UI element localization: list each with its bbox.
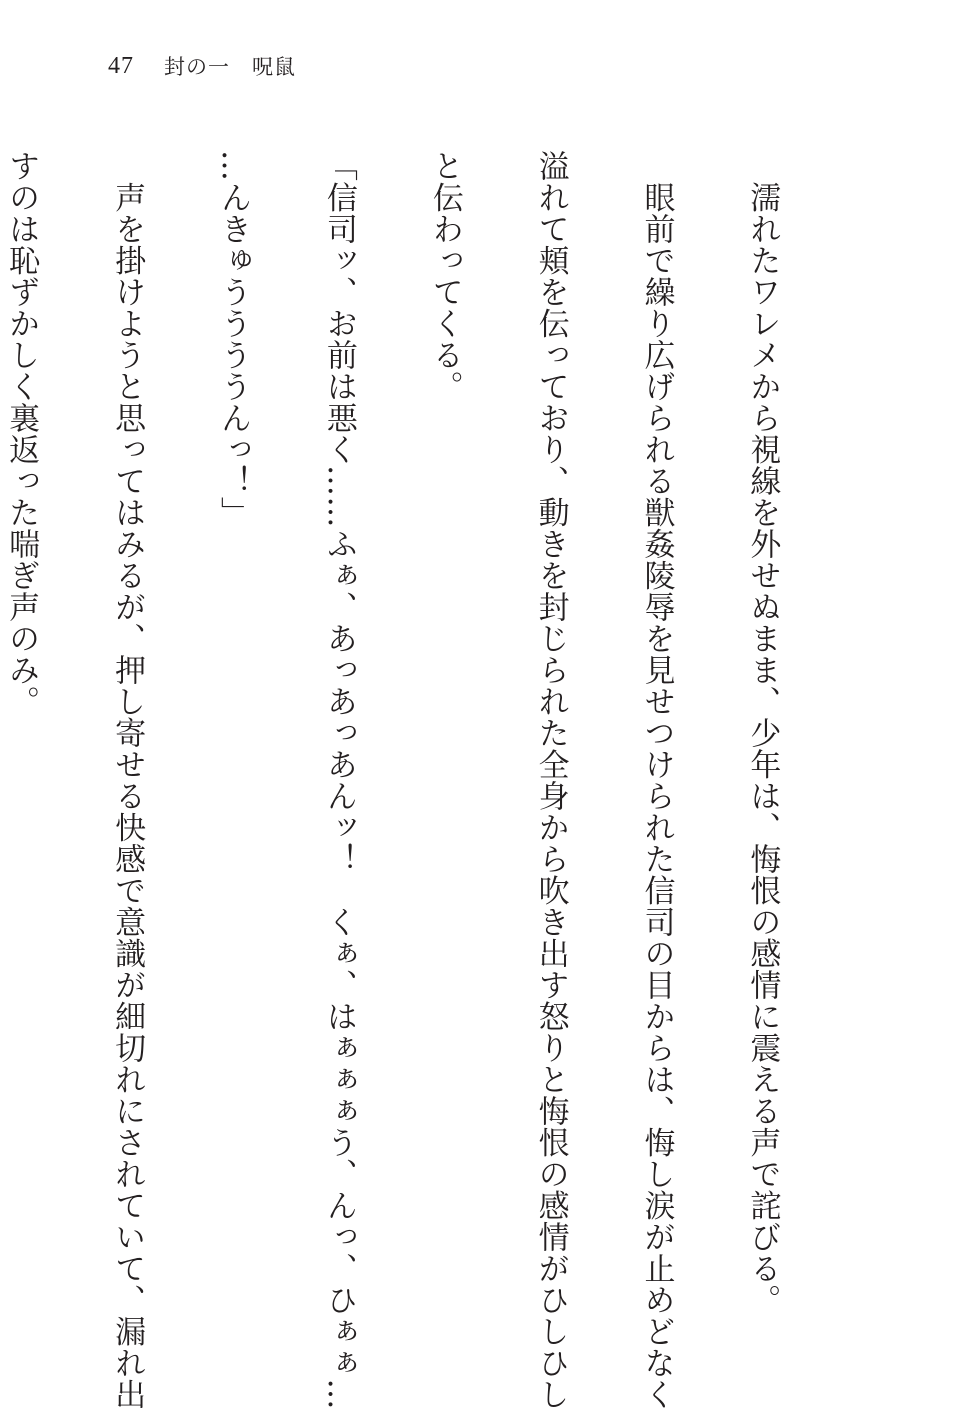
page-number: 47 — [108, 52, 134, 79]
text-line: 声を掛けようと思ってはみるが、押し寄せる快感で意識が細切れにされていて、漏れ出 — [109, 150, 146, 1410]
text-line: 溢れて頬を伝っており、動きを封じられた全身から吹き出す怒りと悔恨の感情がひしひし — [532, 150, 569, 1410]
text-line: と伝わってくる。 — [426, 150, 463, 402]
text-line: …んきゅううううんっ！」 — [214, 150, 251, 528]
novel-body-text — [3, 150, 850, 1410]
text-line: 「信司ッ、お前は悪く……ふぁ、あっあっあんッ！ くぁ、はぁぁぁう、んっ、ひぁぁ… — [320, 150, 357, 1410]
chapter-title: 封の一 呪鼠 — [164, 55, 296, 79]
text-line: 眼前で繰り広げられる獣姦陵辱を見せつけられた信司の目からは、悔し涙が止めどなく — [638, 150, 675, 1410]
text-line: 濡れたワレメから視線を外せぬまま、少年は、悔恨の感情に震える声で詫びる。 — [744, 150, 781, 1316]
text-line: すのは恥ずかしく裏返った喘ぎ声のみ。 — [3, 150, 40, 717]
running-header — [108, 46, 296, 86]
